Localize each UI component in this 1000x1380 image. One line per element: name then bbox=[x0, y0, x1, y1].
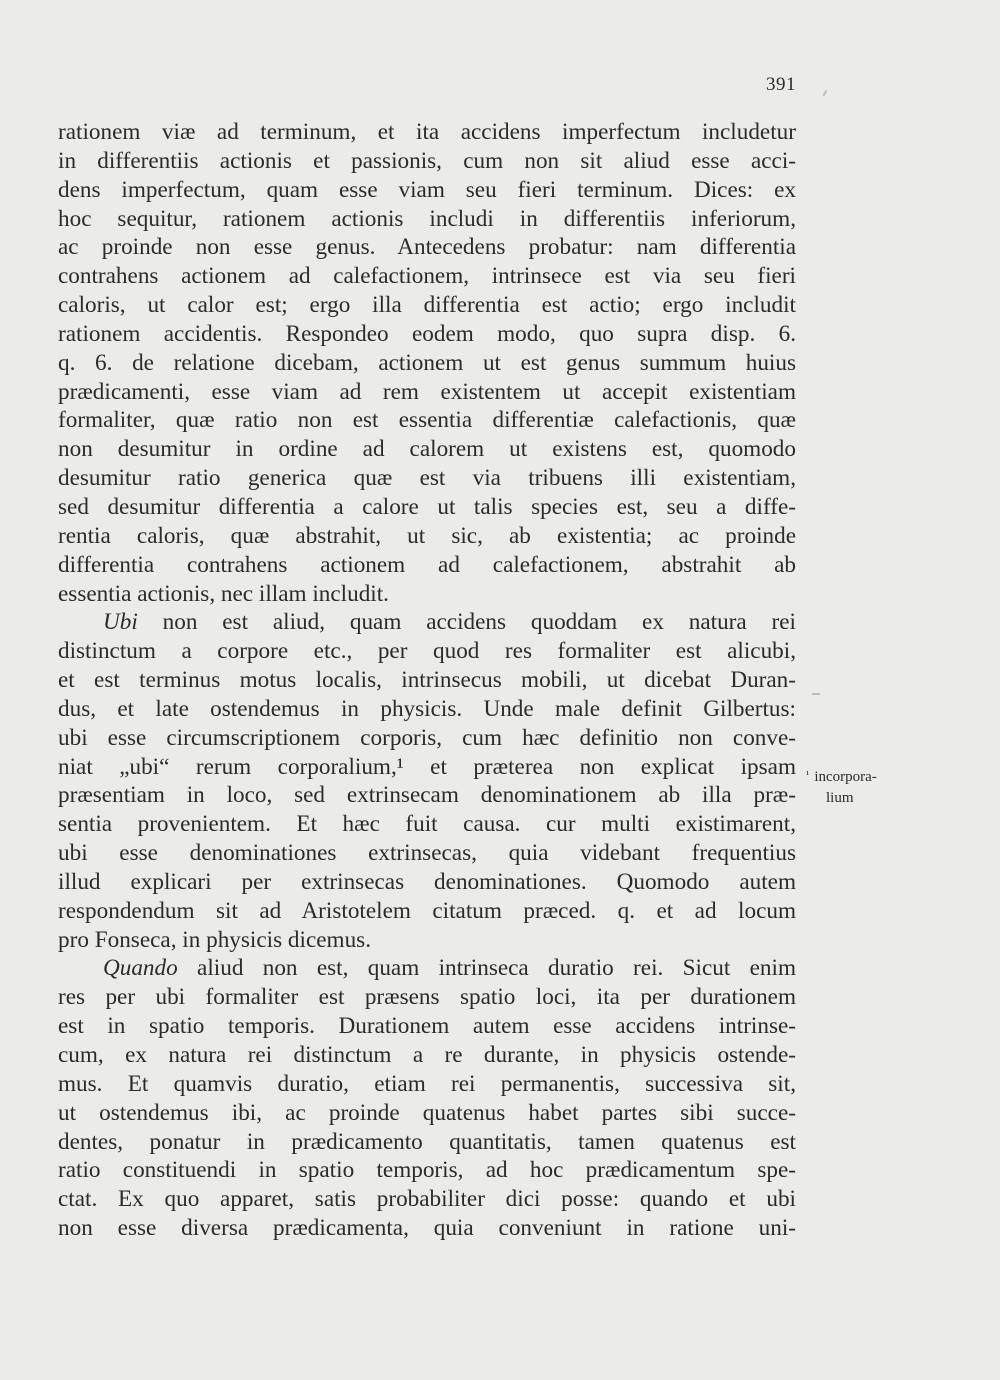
text-line-content: respondendum sit ad Aristotelem citatum præced. q. et ad locum bbox=[58, 897, 796, 924]
text-line bbox=[58, 522, 796, 551]
text-line bbox=[58, 926, 796, 955]
text-line-content: hoc sequitur, rationem actionis includi in differentiis inferiorum, bbox=[58, 205, 796, 232]
text-line-content: aliud non est, quam intrinseca duratio rei. Sicut enim bbox=[177, 955, 796, 982]
text-line-content: cum, ex natura rei distinctum a re durante, in physicis ostende- bbox=[58, 1042, 796, 1068]
text-line bbox=[58, 608, 796, 637]
text-line-content: et est terminus motus localis, intrinsecus mobili, ut dicebat Duran- bbox=[58, 667, 796, 694]
text-line bbox=[58, 176, 796, 205]
text-line-content: ratio constituendi in spatio temporis, ad hoc prædicamentum spe- bbox=[58, 1157, 796, 1184]
text-line bbox=[58, 205, 796, 234]
text-line bbox=[58, 118, 796, 147]
text-line-content: rentia caloris, quæ abstrahit, ut sic, ab existentia; ac proinde bbox=[58, 522, 796, 549]
text-line-content: non desumitur in ordine ad calorem ut existens est, quomodo bbox=[58, 436, 796, 463]
text-line bbox=[58, 1214, 796, 1243]
text-line bbox=[58, 839, 796, 868]
marginal-note-line-1 bbox=[806, 765, 916, 788]
text-line-content: rationem accidentis. Respondeo eodem modo, quo supra disp. 6. bbox=[58, 320, 796, 347]
paper-mark bbox=[812, 693, 820, 695]
text-line-content: contrahens actionem ad calefactionem, intrinsece est via seu fieri bbox=[58, 263, 796, 290]
text-line bbox=[58, 897, 796, 926]
text-line-content: ubi esse denominationes extrinsecas, quia videbant frequentius bbox=[58, 840, 796, 867]
text-line bbox=[58, 291, 796, 320]
text-line bbox=[58, 753, 796, 782]
text-line-content: præsentiam in loco, sed extrinsecam denominationem ab illa præ- bbox=[58, 782, 796, 809]
text-line-content: illud explicari per extrinsecas denominationes. Quomodo autem bbox=[58, 868, 796, 895]
text-line-content: non esse diversa prædicamenta, quia conveniunt in ratione uni- bbox=[58, 1215, 796, 1242]
text-line bbox=[58, 1070, 796, 1099]
text-line-content: rationem viæ ad terminum, et ita accidens imperfectum includetur bbox=[58, 119, 796, 145]
text-line bbox=[58, 1041, 796, 1070]
text-line-content: sentia provenientem. Et hæc fuit causa. cur multi existimarent, bbox=[58, 811, 796, 838]
text-line bbox=[58, 551, 796, 580]
text-line bbox=[58, 1099, 796, 1128]
text-line-content: niat „ubi“ rerum corporalium,¹ et præterea non explicat ipsam bbox=[58, 753, 796, 780]
text-line bbox=[58, 695, 796, 724]
marginal-note-text-1: incorpora- bbox=[814, 769, 877, 785]
text-line-content: prædicamenti, esse viam ad rem existentem ut accepit existentiam bbox=[58, 378, 796, 405]
text-line-content: essentia actionis, nec illam includit. bbox=[58, 580, 389, 607]
text-line bbox=[58, 493, 796, 522]
text-line bbox=[58, 810, 796, 839]
text-line bbox=[58, 320, 796, 349]
text-line bbox=[58, 262, 796, 291]
text-line-content: ut ostendemus ibi, ac proinde quatenus habet partes sibi succe- bbox=[58, 1099, 796, 1126]
text-line bbox=[58, 868, 796, 897]
paper-mark bbox=[823, 90, 828, 96]
text-line-content: dentes, ponatur in prædicamento quantitatis, tamen quatenus est bbox=[58, 1128, 796, 1155]
marginal-note bbox=[806, 765, 916, 809]
text-line-content: res per ubi formaliter est præsens spatio loci, ita per durationem bbox=[58, 984, 796, 1011]
text-line-content: dens imperfectum, quam esse viam seu fieri terminum. Dices: ex bbox=[58, 176, 796, 203]
text-line bbox=[58, 954, 796, 983]
text-line-content: ctat. Ex quo apparet, satis probabiliter dici posse: quando et ubi bbox=[58, 1186, 796, 1213]
text-line-content: dus, et late ostendemus in physicis. Unde male definit Gilbertus: bbox=[58, 695, 796, 722]
text-line bbox=[58, 233, 796, 262]
text-line-content: desumitur ratio generica quæ est via tribuens illi existentiam, bbox=[58, 465, 796, 492]
body-text bbox=[58, 118, 796, 1243]
text-line bbox=[58, 464, 796, 493]
text-line bbox=[58, 1185, 796, 1214]
text-line-content: formaliter, quæ ratio non est essentia differentiæ calefactionis, quæ bbox=[58, 407, 796, 434]
text-line bbox=[58, 1012, 796, 1041]
text-line bbox=[58, 724, 796, 753]
text-line bbox=[58, 378, 796, 407]
text-line-content: distinctum a corpore etc., per quod res formaliter est alicubi, bbox=[58, 638, 796, 665]
text-line-content: mus. Et quamvis duratio, etiam rei permanentis, successiva sit, bbox=[58, 1070, 796, 1097]
text-line-content: non est aliud, quam accidens quoddam ex natura rei bbox=[137, 609, 796, 636]
text-line bbox=[58, 1156, 796, 1185]
text-line-content: est in spatio temporis. Durationem autem esse accidens intrinse- bbox=[58, 1013, 796, 1040]
text-line-content: q. 6. de relatione dicebam, actionem ut est genus summum huius bbox=[58, 349, 796, 376]
marginal-note-line-2: lium bbox=[826, 790, 854, 806]
text-line bbox=[58, 637, 796, 666]
section-term: Quando bbox=[103, 955, 178, 982]
text-line bbox=[58, 147, 796, 176]
section-term: Ubi bbox=[103, 609, 138, 636]
text-line-content: ubi esse circumscriptionem corporis, cum hæc definitio non conve- bbox=[58, 724, 796, 751]
text-line bbox=[58, 983, 796, 1012]
text-line-content: caloris, ut calor est; ergo illa differentia est actio; ergo includit bbox=[58, 292, 796, 319]
text-line bbox=[58, 1128, 796, 1157]
footnote-mark: ¹ bbox=[806, 769, 810, 781]
text-line bbox=[58, 349, 796, 378]
text-line bbox=[58, 666, 796, 695]
text-line-content: differentia contrahens actionem ad calefactionem, abstrahit ab bbox=[58, 551, 796, 578]
text-line bbox=[58, 406, 796, 435]
text-line-content: pro Fonseca, in physicis dicemus. bbox=[58, 926, 371, 953]
text-line bbox=[58, 435, 796, 464]
text-line bbox=[58, 580, 796, 609]
text-line-content: ac proinde non esse genus. Antecedens probatur: nam differentia bbox=[58, 234, 796, 261]
text-line bbox=[58, 781, 796, 810]
text-line-content: in differentiis actionis et passionis, cum non sit aliud esse acci- bbox=[58, 147, 796, 174]
text-line-content: sed desumitur differentia a calore ut talis species est, seu a diffe- bbox=[58, 493, 796, 520]
page-number: 391 bbox=[766, 74, 796, 95]
